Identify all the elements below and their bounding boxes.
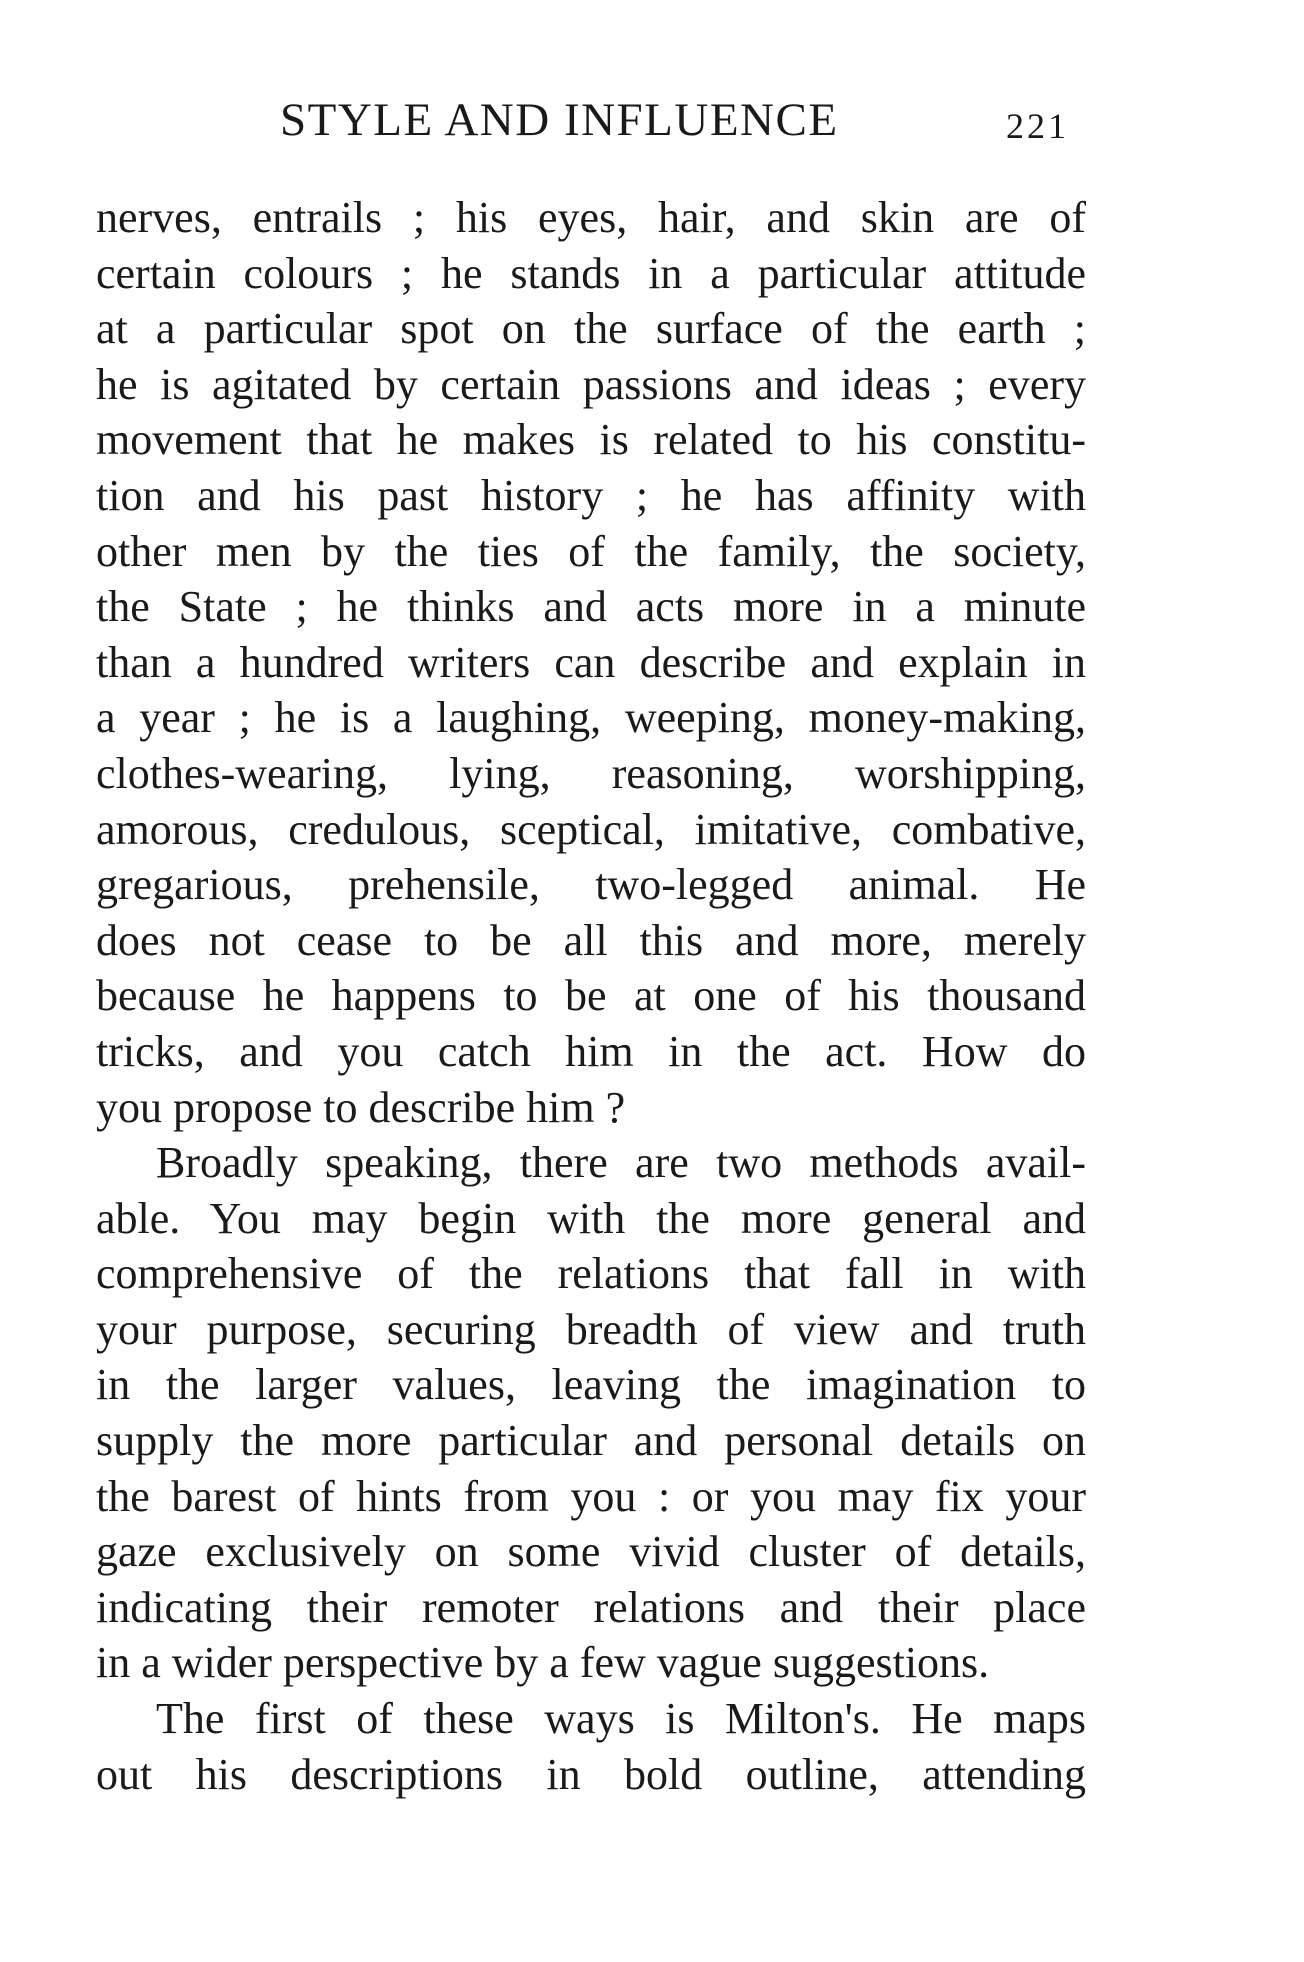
text-line: the barest of hints from you : or you may fix your bbox=[96, 1471, 1086, 1521]
text-line: in a wider perspective by a few vague suggestions. bbox=[96, 1638, 990, 1688]
running-title: STYLE AND INFLUENCE bbox=[280, 94, 839, 146]
text-line: a year ; he is a laughing, weeping, money-making, bbox=[96, 693, 1086, 743]
text-line: supply the more particular and personal details on bbox=[96, 1416, 1086, 1466]
text-line: gregarious, prehensile, two-legged animal. He bbox=[96, 860, 1086, 910]
text-line: amorous, credulous, sceptical, imitative, combative, bbox=[96, 804, 1086, 854]
text-line: Broadly speaking, there are two methods avail- bbox=[156, 1138, 1086, 1188]
paragraph-2 bbox=[96, 1135, 1086, 1691]
text-line: the State ; he thinks and acts more in a minute bbox=[96, 582, 1086, 632]
paragraph-1 bbox=[96, 190, 1086, 1135]
text-line: clothes-wearing, lying, reasoning, worshipping, bbox=[96, 748, 1086, 798]
paragraph-3 bbox=[96, 1691, 1086, 1802]
text-line: than a hundred writers can describe and explain in bbox=[96, 637, 1086, 687]
body-text bbox=[96, 190, 1086, 1802]
text-line: able. You may begin with the more general and bbox=[96, 1193, 1086, 1243]
text-line: tion and his past history ; he has affinity with bbox=[96, 470, 1086, 520]
text-line: at a particular spot on the surface of the earth ; bbox=[96, 304, 1086, 354]
text-line: other men by the ties of the family, the society, bbox=[96, 526, 1086, 576]
text-line: does not cease to be all this and more, merely bbox=[96, 915, 1086, 965]
page-number: 221 bbox=[1006, 106, 1069, 146]
text-line: because he happens to be at one of his thousand bbox=[96, 971, 1086, 1021]
page-header bbox=[0, 90, 1304, 150]
text-line: nerves, entrails ; his eyes, hair, and skin are of bbox=[96, 193, 1086, 242]
text-line: indicating their remoter relations and their place bbox=[96, 1582, 1086, 1632]
text-line: tricks, and you catch him in the act. How do bbox=[96, 1026, 1086, 1076]
text-line: certain colours ; he stands in a particular attitude bbox=[96, 248, 1086, 298]
text-line: you propose to describe him ? bbox=[96, 1082, 626, 1132]
text-line: The first of these ways is Milton's. He maps bbox=[156, 1694, 1086, 1744]
text-line: movement that he makes is related to his constitu- bbox=[96, 415, 1086, 465]
text-line: comprehensive of the relations that fall in with bbox=[96, 1249, 1086, 1299]
text-line: your purpose, securing breadth of view and truth bbox=[96, 1304, 1086, 1354]
text-line: out his descriptions in bold outline, attending bbox=[96, 1749, 1086, 1799]
text-line: he is agitated by certain passions and ideas ; every bbox=[96, 359, 1086, 409]
text-line: in the larger values, leaving the imagination to bbox=[96, 1360, 1086, 1410]
text-line: gaze exclusively on some vivid cluster of details, bbox=[96, 1527, 1086, 1577]
